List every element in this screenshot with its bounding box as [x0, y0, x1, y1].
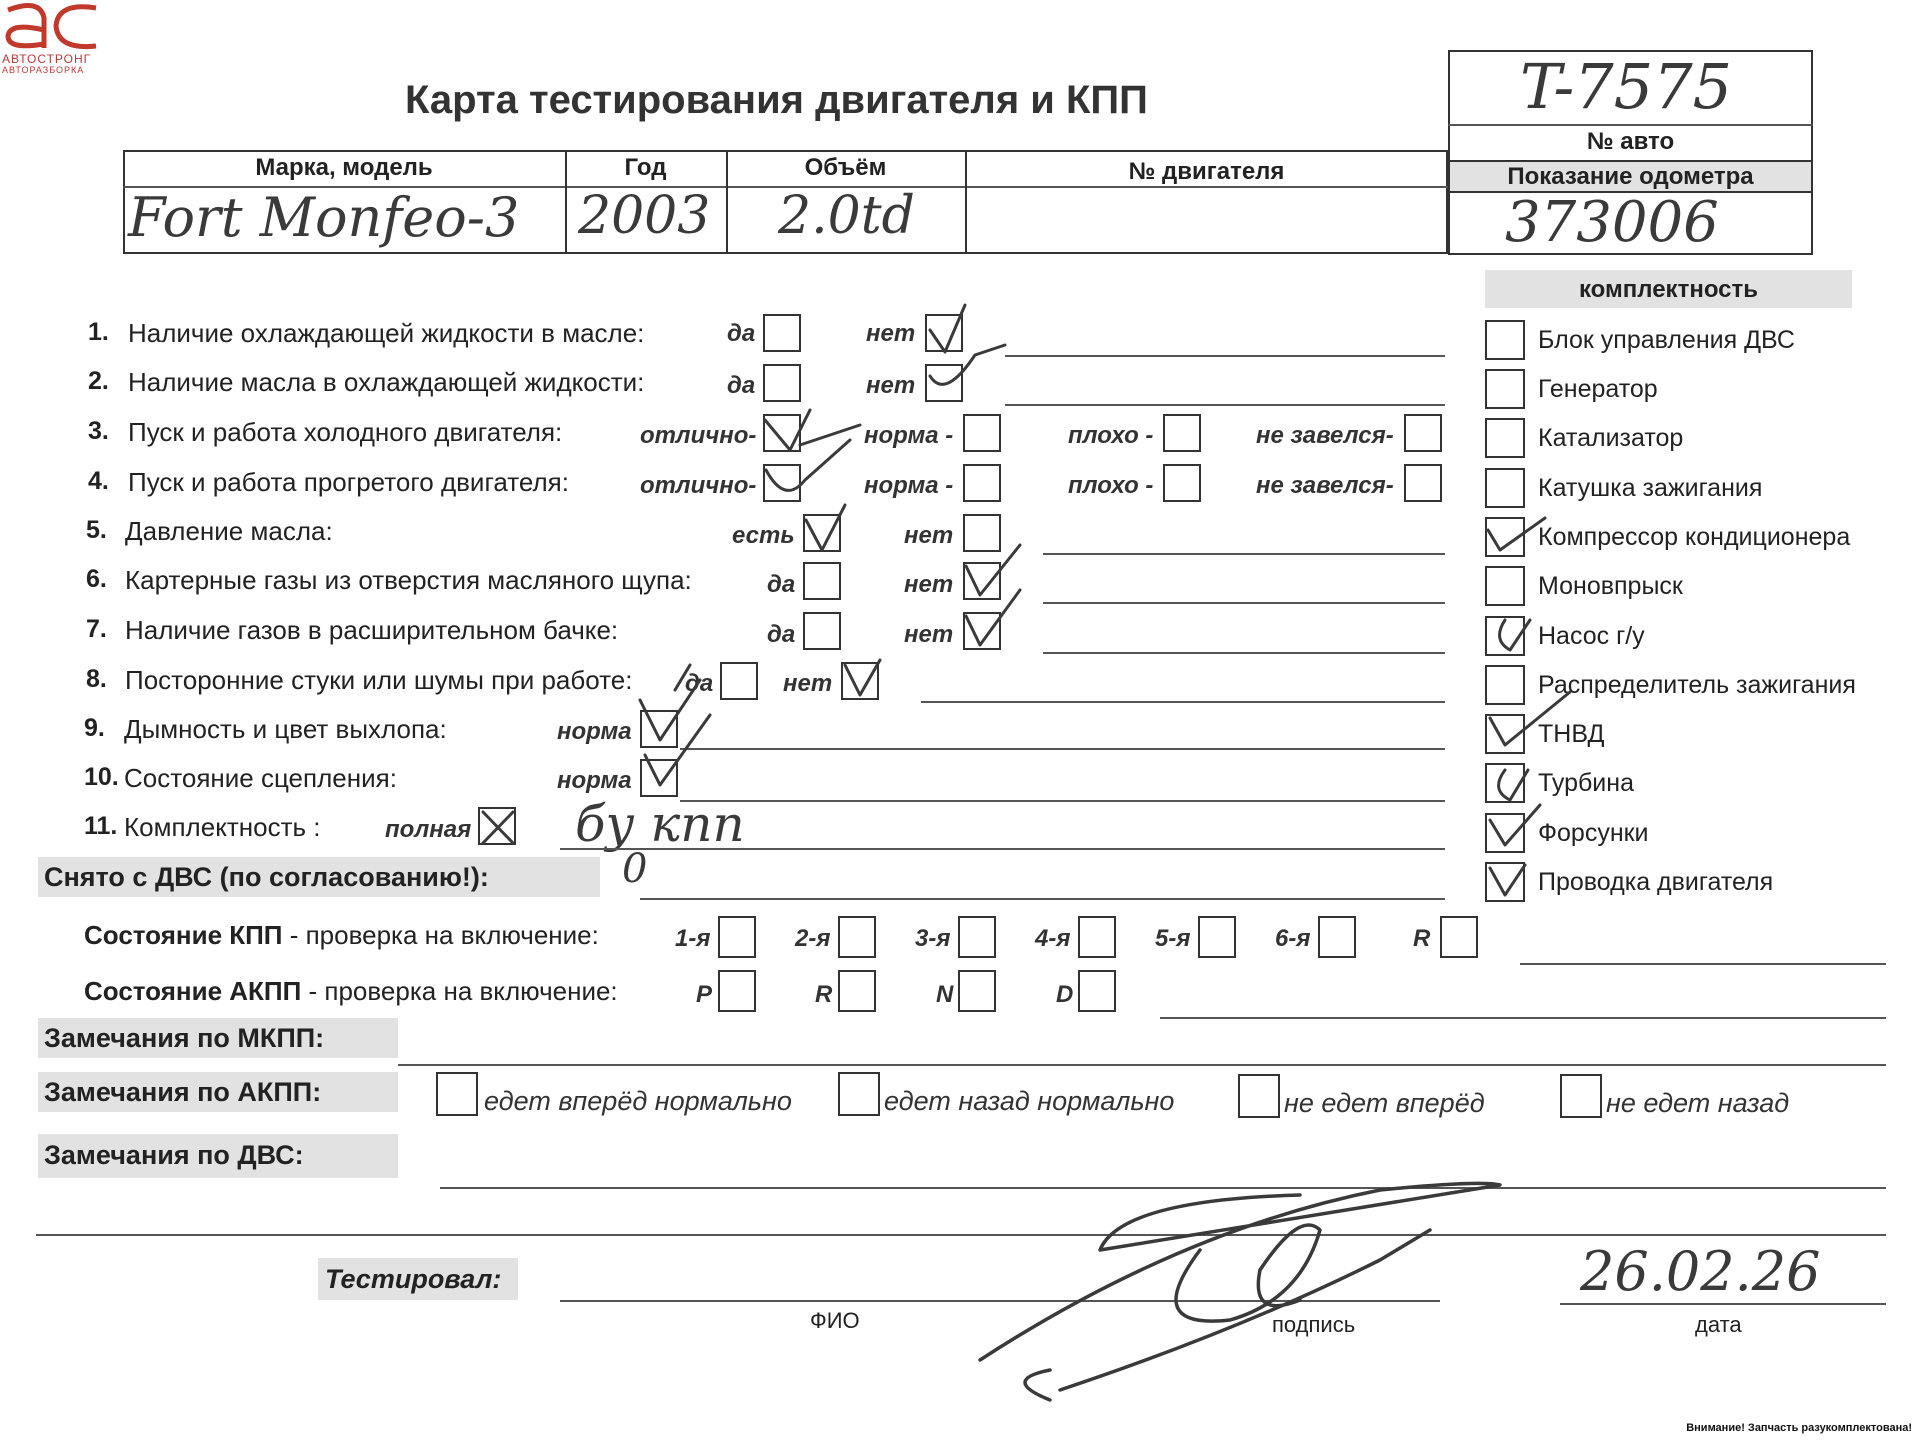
- row-line: [680, 800, 1445, 802]
- checkbox-present[interactable]: [803, 514, 841, 552]
- akpp-option-label: едет вперёд нормально: [484, 1086, 792, 1116]
- logo-name: АВТОСТРОНГ: [2, 52, 92, 66]
- row-label: Состояние сцепления:: [124, 763, 397, 793]
- gear-label: 3-я: [915, 925, 951, 952]
- completeness-item-label: Блок управления ДВС: [1538, 326, 1795, 354]
- row-line: [680, 748, 1445, 750]
- checkbox-generator[interactable]: [1485, 369, 1525, 409]
- option-label: отлично-: [640, 472, 757, 499]
- checkbox-gear-4[interactable]: [1078, 916, 1116, 958]
- checkbox-backward-ok[interactable]: [838, 1072, 880, 1116]
- odometer-label: Показание одометра: [1507, 163, 1754, 190]
- option-label: норма -: [864, 422, 954, 449]
- akpp-line: [1160, 1017, 1886, 1019]
- row-line: [560, 848, 1445, 850]
- option-label: да: [727, 372, 756, 399]
- completeness-item-label: Генератор: [1538, 375, 1658, 403]
- remarks-dvs-line-2: [36, 1234, 1886, 1236]
- row-label: Наличие газов в расширительном бачке:: [125, 615, 619, 645]
- row-number: 3.: [88, 417, 109, 445]
- completeness-item-label: Распределитель зажигания: [1538, 671, 1856, 699]
- checkbox-akpp-n[interactable]: [958, 970, 996, 1012]
- akpp-label: Состояние АКПП - проверка на включение:: [84, 976, 618, 1006]
- logo: [0, 0, 100, 52]
- checkbox-no[interactable]: [925, 364, 963, 402]
- col-volume-header: Объём: [804, 154, 887, 181]
- option-label: не завелся-: [1256, 422, 1394, 449]
- option-label: нет: [904, 571, 954, 598]
- date-value: 26.02.26: [1580, 1240, 1821, 1303]
- date-label: дата: [1695, 1312, 1742, 1337]
- page-title: Карта тестирования двигателя и КПП: [405, 78, 1148, 122]
- checkbox-distributor[interactable]: [1485, 665, 1525, 705]
- akpp-option-label: не едет вперёд: [1284, 1088, 1485, 1118]
- option-label: да: [685, 670, 714, 697]
- checkbox-normal[interactable]: [963, 414, 1001, 452]
- checkbox-yes[interactable]: [720, 662, 758, 700]
- gear-label: 4-я: [1035, 925, 1071, 952]
- kpp-line: [1520, 963, 1886, 965]
- removed-label: Снято с ДВС (по согласованию!):: [44, 862, 489, 892]
- row-label: Пуск и работа прогретого двигателя:: [128, 467, 569, 497]
- year-value: 2003: [578, 186, 711, 246]
- gear-label: 6-я: [1275, 925, 1311, 952]
- checkbox-mono-injection[interactable]: [1485, 566, 1525, 606]
- checkbox-full[interactable]: [478, 807, 516, 845]
- row-line: [1043, 602, 1445, 604]
- row-label: Посторонние стуки или шумы при работе:: [125, 665, 633, 695]
- akpp-gear-label: P: [696, 981, 713, 1008]
- row-number: 10.: [84, 763, 119, 791]
- checkbox-injectors[interactable]: [1485, 813, 1525, 853]
- logo-subtitle: АВТОРАЗБОРКА: [2, 65, 85, 75]
- completeness-note: бу кпп: [575, 795, 745, 853]
- fio-line: [560, 1300, 1440, 1302]
- checkbox-normal[interactable]: [640, 759, 678, 797]
- removed-line: [640, 898, 1445, 900]
- option-label: не завелся-: [1256, 472, 1394, 499]
- option-label: нет: [904, 522, 954, 549]
- remarks-dvs-line: [440, 1187, 1886, 1189]
- row-number: 6.: [86, 565, 107, 593]
- completeness-item-label: Компрессор кондиционера: [1538, 523, 1851, 551]
- checkbox-yes[interactable]: [803, 612, 841, 650]
- row-label: Картерные газы из отверстия масляного щупа:: [125, 565, 692, 595]
- option-label: плохо -: [1068, 422, 1154, 449]
- checkbox-normal[interactable]: [640, 710, 678, 748]
- row-number: 1.: [88, 318, 109, 346]
- checkbox-ignition-coil[interactable]: [1485, 468, 1525, 508]
- remarks-mkpp-line: [398, 1064, 1886, 1066]
- checkbox-yes[interactable]: [763, 364, 801, 402]
- row-label: Пуск и работа холодного двигателя:: [128, 417, 563, 447]
- completeness-item-label: ТНВД: [1538, 720, 1605, 748]
- auto-number-label: № авто: [1586, 128, 1675, 155]
- kpp-label: Состояние КПП - проверка на включение:: [84, 920, 599, 950]
- akpp-option-label: не едет назад: [1606, 1088, 1790, 1118]
- model-value: Fort Monfeo-3: [128, 186, 520, 249]
- akpp-gear-label: N: [936, 981, 954, 1008]
- option-label: нет: [866, 320, 916, 347]
- remarks-dvs-label: Замечания по ДВС:: [44, 1140, 304, 1170]
- warning-text: Внимание! Запчасть разукомплектована!: [1686, 1422, 1912, 1434]
- akpp-option-label: едет назад нормально: [884, 1086, 1175, 1116]
- option-label: норма: [557, 718, 632, 745]
- completeness-title: комплектность: [1578, 276, 1759, 303]
- completeness-item-label: Турбина: [1538, 769, 1634, 797]
- signature-scribble: [980, 1183, 1500, 1400]
- gear-label: 2-я: [795, 925, 831, 952]
- checkbox-no-backward[interactable]: [1560, 1074, 1602, 1118]
- row-line: [1043, 553, 1445, 555]
- checkbox-power-steering-pump[interactable]: [1485, 616, 1525, 656]
- row-line: [1005, 404, 1445, 406]
- option-label: да: [767, 621, 796, 648]
- checkbox-akpp-p[interactable]: [718, 970, 756, 1012]
- remarks-mkpp-label: Замечания по МКПП:: [44, 1023, 325, 1053]
- option-label: да: [767, 571, 796, 598]
- checkbox-ecu[interactable]: [1485, 320, 1525, 360]
- signature-label: подпись: [1272, 1312, 1356, 1337]
- checkbox-gear-r[interactable]: [1440, 916, 1478, 958]
- option-label: отлично-: [640, 422, 757, 449]
- gear-label: 5-я: [1155, 925, 1191, 952]
- checkbox-akpp-r[interactable]: [838, 970, 876, 1012]
- checkbox-yes[interactable]: [763, 314, 801, 352]
- option-label: полная: [385, 816, 472, 843]
- checkbox-ac-compressor[interactable]: [1485, 517, 1525, 557]
- checkbox-normal[interactable]: [963, 464, 1001, 502]
- checkbox-gear-3[interactable]: [958, 916, 996, 958]
- col-model-header: Марка, модель: [255, 154, 433, 181]
- row-line: [1043, 652, 1445, 654]
- completeness-item-label: Катализатор: [1538, 424, 1684, 452]
- gear-label: R: [1413, 925, 1431, 952]
- row-label: Давление масла:: [125, 516, 333, 546]
- row-number: 11.: [84, 812, 118, 840]
- completeness-item-label: Катушка зажигания: [1538, 474, 1763, 502]
- row-line: [921, 701, 1445, 703]
- checkbox-gear-6[interactable]: [1318, 916, 1356, 958]
- option-label: да: [727, 320, 756, 347]
- checkbox-bad[interactable]: [1163, 414, 1201, 452]
- completeness-item-label: Проводка двигателя: [1538, 868, 1774, 896]
- gear-label: 1-я: [675, 925, 711, 952]
- akpp-gear-label: R: [815, 981, 833, 1008]
- option-label: нет: [904, 621, 954, 648]
- row-number: 2.: [88, 367, 109, 395]
- option-label: плохо -: [1068, 472, 1154, 499]
- checkbox-gear-5[interactable]: [1198, 916, 1236, 958]
- checkbox-akpp-d[interactable]: [1078, 970, 1116, 1012]
- option-label: нет: [783, 670, 833, 697]
- checkbox-no[interactable]: [841, 662, 879, 700]
- checkbox-no-start[interactable]: [1404, 464, 1442, 502]
- row-label: Дымность и цвет выхлопа:: [124, 714, 447, 744]
- row-number: 5.: [86, 516, 107, 544]
- checkbox-catalyst[interactable]: [1485, 418, 1525, 458]
- akpp-gear-label: D: [1056, 981, 1074, 1008]
- row-number: 4.: [88, 467, 109, 495]
- remarks-akpp-label: Замечания по АКПП:: [44, 1077, 322, 1107]
- checkbox-excellent[interactable]: [763, 414, 801, 452]
- checkbox-no[interactable]: [963, 562, 1001, 600]
- checkbox-gear-2[interactable]: [838, 916, 876, 958]
- option-label: норма -: [864, 472, 954, 499]
- volume-value: 2.0td: [778, 186, 915, 246]
- date-line: [1560, 1303, 1886, 1305]
- col-year-header: Год: [624, 154, 667, 181]
- col-engine-header: № двигателя: [1128, 158, 1285, 185]
- checkbox-gear-1[interactable]: [718, 916, 756, 958]
- completeness-item-label: Форсунки: [1538, 819, 1649, 847]
- auto-number-value: T-7575: [1520, 50, 1733, 123]
- checkbox-bad[interactable]: [1163, 464, 1201, 502]
- fio-label: ФИО: [810, 1308, 860, 1333]
- checkbox-no-start[interactable]: [1404, 414, 1442, 452]
- checkbox-engine-wiring[interactable]: [1485, 862, 1525, 902]
- checkbox-turbine[interactable]: [1485, 763, 1525, 803]
- row-number: 8.: [86, 665, 107, 693]
- row-label: Комплектность :: [124, 812, 321, 842]
- row-label: Наличие масла в охлаждающей жидкости:: [128, 367, 645, 397]
- removed-value: 0: [622, 846, 648, 892]
- option-label: нет: [866, 372, 916, 399]
- completeness-item-label: Моновпрыск: [1538, 572, 1683, 600]
- completeness-item-label: Насос г/у: [1538, 622, 1645, 650]
- checkbox-forward-ok[interactable]: [436, 1072, 478, 1116]
- odometer-value: 373006: [1505, 190, 1719, 255]
- row-number: 7.: [86, 615, 107, 643]
- checkbox-yes[interactable]: [803, 562, 841, 600]
- auto-box-divider: [1448, 124, 1813, 126]
- checkbox-fuel-pump[interactable]: [1485, 714, 1525, 754]
- checkbox-no[interactable]: [963, 612, 1001, 650]
- checkbox-no-forward[interactable]: [1238, 1074, 1280, 1118]
- row-line: [1005, 355, 1445, 357]
- option-label: есть: [732, 522, 795, 549]
- checkbox-no[interactable]: [925, 314, 963, 352]
- checkbox-excellent[interactable]: [763, 464, 801, 502]
- checkbox-absent[interactable]: [963, 514, 1001, 552]
- option-label: норма: [557, 767, 632, 794]
- tested-label: Тестировал:: [325, 1264, 502, 1294]
- row-label: Наличие охлаждающей жидкости в масле:: [128, 318, 645, 348]
- row-number: 9.: [84, 714, 105, 742]
